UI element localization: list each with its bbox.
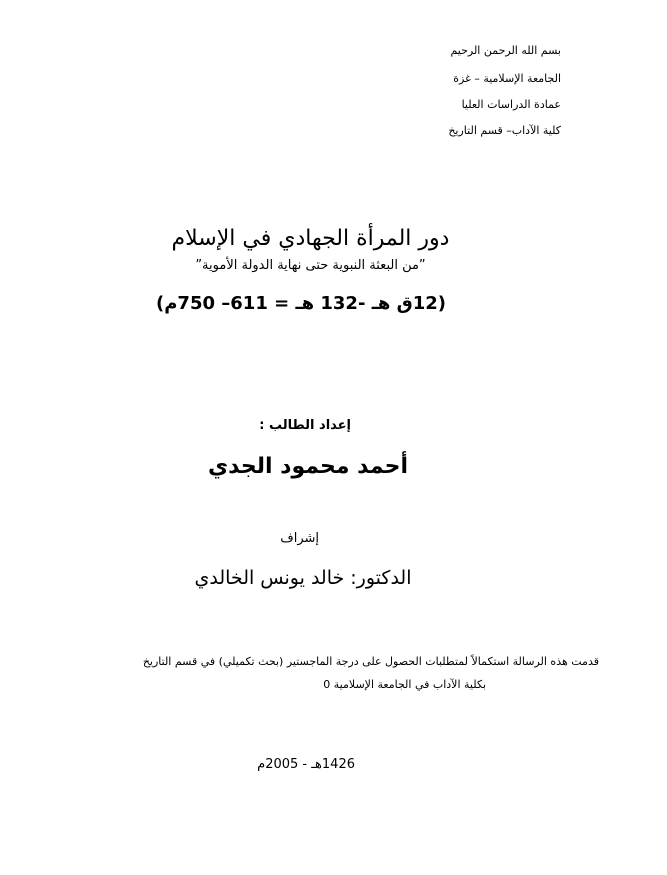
university-name: الجامعة الإسلامية – غزة bbox=[453, 72, 561, 85]
faculty-department: كلية الآداب– قسم التاريخ bbox=[448, 124, 561, 137]
supervisor-name: الدكتور: خالد يونس الخالدي bbox=[194, 567, 412, 589]
thesis-subtitle: ”من البعثة النبوية حتى نهاية الدولة الأموية” bbox=[195, 258, 426, 273]
submission-statement-line-1: قدمت هذه الرسالة استكمالاً لمتطلبات الحصول على درجة الماجستير (بحث تكميلي) في قسم التاريخ bbox=[142, 655, 599, 668]
supervision-label: إشراف bbox=[280, 531, 319, 546]
student-name: أحمد محمود الجدي bbox=[207, 454, 408, 479]
prepared-by-label: إعداد الطالب : bbox=[259, 418, 351, 433]
submission-statement-line-2: بكلية الآداب في الجامعة الإسلامية 0 bbox=[323, 678, 486, 691]
thesis-date-range: (12ق هـ -132 هـ = 611– 750م) bbox=[156, 293, 446, 314]
thesis-title: دور المرأة الجهادي في الإسلام bbox=[171, 226, 450, 251]
basmala: بسم الله الرحمن الرحيم bbox=[450, 44, 561, 57]
deanship-name: عمادة الدراسات العليا bbox=[461, 98, 561, 111]
submission-year: 1426هـ - 2005م bbox=[257, 757, 355, 772]
